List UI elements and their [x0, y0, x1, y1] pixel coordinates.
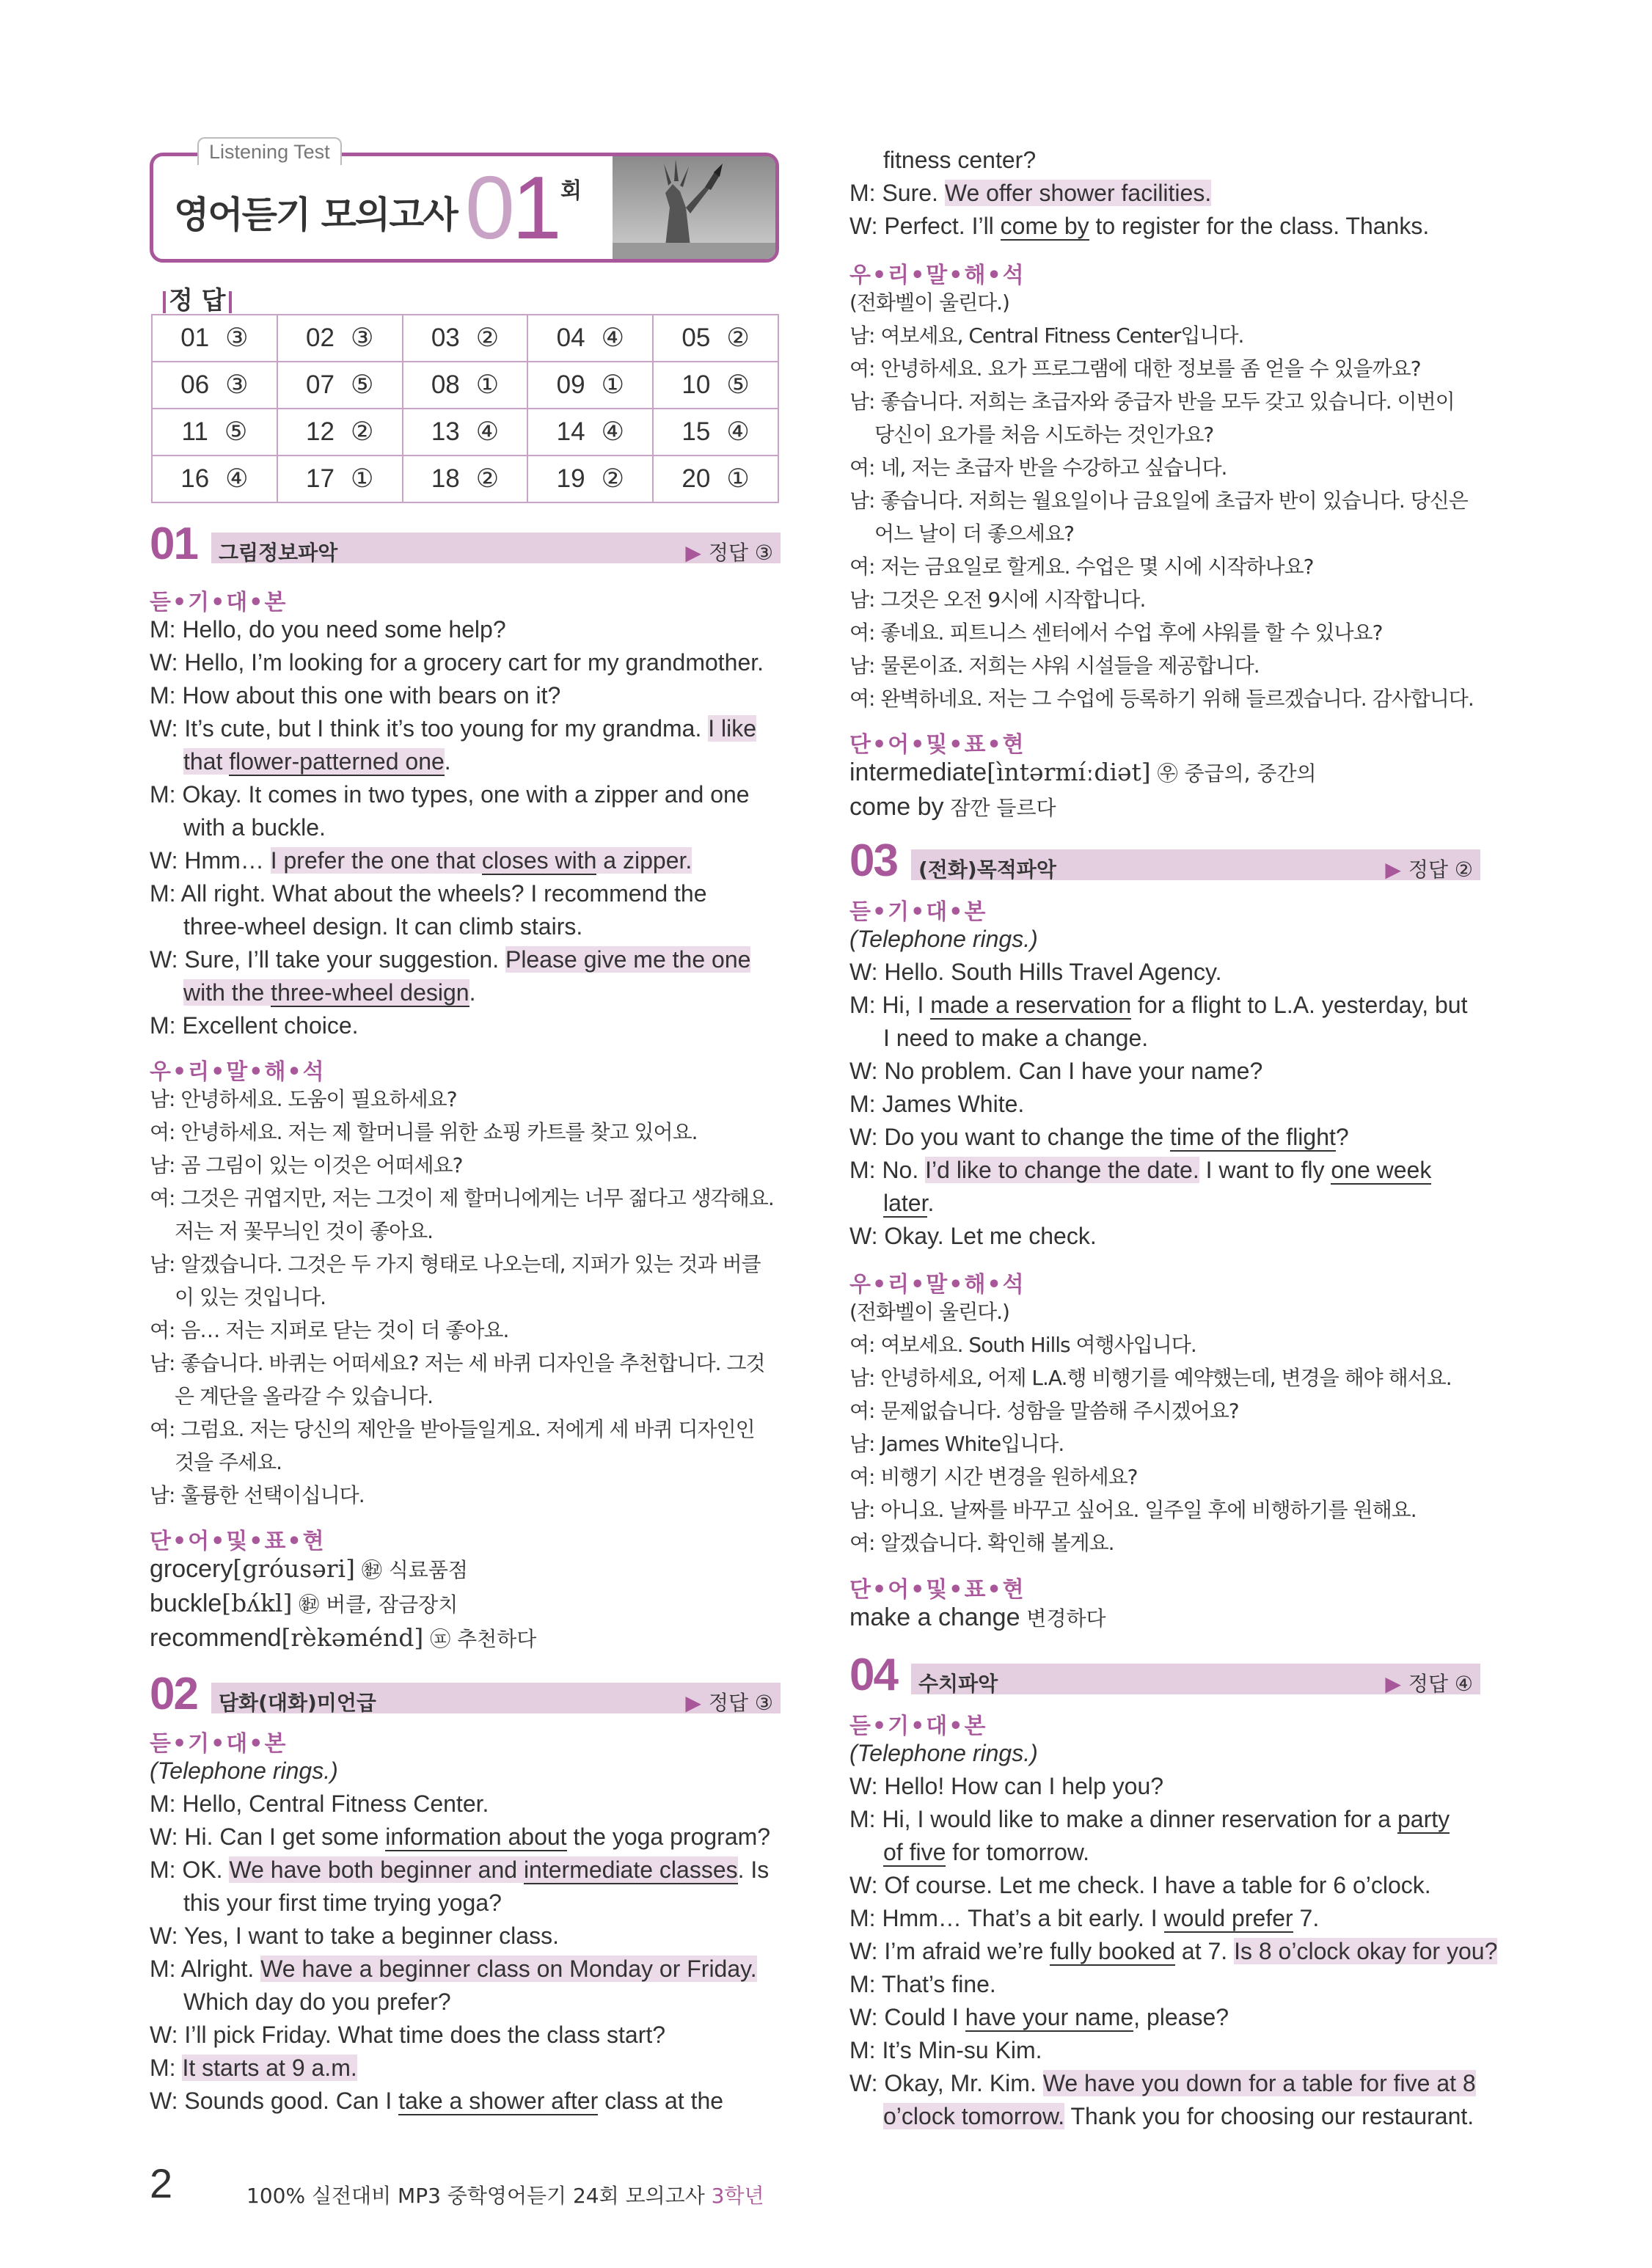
- script-line: W: It’s cute, but I think it’s too young for my grandma. I like: [150, 715, 757, 742]
- vocab-label: 단•어•및•표•현: [849, 732, 1026, 758]
- translation-line: 남: 좋습니다. 저희는 초급자와 중급자 반을 모두 갖고 있습니다. 이번이: [849, 389, 1455, 414]
- script-line: M: Hmm… That’s a bit early. I would prefer 7.: [849, 1905, 1320, 1931]
- script-line: M: Hi, I made a reservation for a flight to L.A. yesterday, but: [849, 992, 1468, 1018]
- translation-line: 어느 날이 더 좋으세요?: [874, 522, 1074, 546]
- script-line: of five for tomorrow.: [883, 1839, 1089, 1865]
- answer-cell: [152, 362, 277, 409]
- question-number: 07: [306, 370, 335, 399]
- translation-line: 남: James White입니다.: [849, 1432, 1064, 1456]
- script-line: M: That’s fine.: [849, 1971, 996, 1997]
- answer-row: [152, 456, 778, 502]
- answer-cell: [152, 315, 277, 362]
- script-label: 듣•기•대•본: [150, 1731, 288, 1757]
- script-line: with the three-wheel design.: [183, 979, 476, 1006]
- script-line: W: I’ll pick Friday. What time does the class start?: [150, 2022, 666, 2048]
- section-02-vocab: [849, 756, 1317, 824]
- section-01-script: [150, 613, 781, 1042]
- section-04-script: [849, 1737, 1498, 2133]
- translation-line: (전화벨이 울린다.): [849, 290, 1009, 315]
- answer-cell: [152, 409, 277, 456]
- translation-line: 여: 알겠습니다. 확인해 볼게요.: [849, 1531, 1114, 1555]
- script-line: W: Sounds good. Can I take a shower after class at the: [150, 2088, 724, 2114]
- translation-line: 것을 주세요.: [175, 1450, 282, 1474]
- play-triangle-icon: ▶: [1385, 857, 1401, 882]
- script-line: W: I’m afraid we’re fully booked at 7. Is 8 o’clock okay for you?: [849, 1938, 1498, 1964]
- script-line: M: Excellent choice.: [150, 1012, 359, 1039]
- section-answer: ▶ 정답 ②: [1385, 857, 1473, 882]
- footer-title: 100% 실전대비 MP3 중학영어듣기 24회 모의고사 3학년: [246, 2184, 764, 2208]
- script-line: W: Hmm… I prefer the one that closes with a zipper.: [150, 847, 692, 874]
- vocab-label: 단•어•및•표•현: [150, 1529, 326, 1554]
- script-line: this your first time trying yoga?: [183, 1890, 502, 1916]
- answer-cell: [152, 456, 277, 502]
- translation-line: 여: 안녕하세요. 요가 프로그램에 대한 정보를 좀 얻을 수 있을까요?: [849, 356, 1421, 381]
- answer-choice: ⑤: [224, 417, 248, 446]
- script-label: 듣•기•대•본: [150, 590, 288, 615]
- section-topic: 담화(대화)미언급: [219, 1691, 376, 1715]
- script-line: W: Of course. Let me check. I have a table for 6 o’clock.: [849, 1872, 1431, 1898]
- script-line: M: Okay. It comes in two types, one with a zipper and one: [150, 781, 750, 808]
- question-number: 10: [681, 370, 711, 399]
- section-03-script: [849, 923, 1480, 1253]
- test-number: [465, 160, 559, 255]
- translation-line: 남: 좋습니다. 바퀴는 어떠세요? 저는 세 바퀴 디자인을 추천합니다. 그것: [150, 1351, 765, 1375]
- test-suffix: 회: [560, 178, 582, 204]
- answer-cell: [527, 315, 653, 362]
- question-number: 04: [556, 323, 585, 352]
- translation-line: 여: 여보세요. South Hills 여행사입니다.: [849, 1333, 1196, 1357]
- answer-choice: ②: [601, 464, 624, 493]
- section-02-script-continued: [849, 144, 1480, 243]
- answer-cell: [653, 315, 778, 362]
- section-topic: 그림정보파악: [219, 541, 338, 565]
- answer-cell: [527, 409, 653, 456]
- vocab-entry: buckle[bʌ́kl] ㉼ 버클, 잠금장치: [150, 1589, 458, 1617]
- answer-choice: ②: [475, 323, 500, 352]
- answer-choice: ③: [225, 370, 249, 399]
- question-number: 13: [431, 417, 460, 446]
- translation-line: 이 있는 것입니다.: [175, 1285, 326, 1309]
- answer-choice: ④: [225, 464, 249, 493]
- section-02-translation: [849, 286, 1480, 715]
- question-number: 14: [556, 417, 585, 446]
- script-line: three-wheel design. It can climb stairs.: [183, 913, 583, 940]
- answer-choice: ⑤: [726, 370, 750, 399]
- answer-choice: ⑤: [350, 370, 374, 399]
- script-line: W: Do you want to change the time of the flight?: [849, 1124, 1349, 1150]
- script-line: that flower-patterned one.: [183, 748, 451, 775]
- section-03-vocab: [849, 1601, 1106, 1635]
- question-number: 01: [180, 323, 210, 352]
- script-line: W: No problem. Can I have your name?: [849, 1058, 1263, 1084]
- question-number: 05: [681, 323, 711, 352]
- answer-choice: ②: [475, 464, 500, 493]
- section-number: 03: [849, 835, 897, 886]
- script-line: M: All right. What about the wheels? I recommend the: [150, 880, 707, 907]
- script-line: W: Perfect. I’ll come by to register for the class. Thanks.: [849, 213, 1430, 239]
- translation-line: 여: 네, 저는 초급자 반을 수강하고 싶습니다.: [849, 456, 1227, 480]
- script-label: 듣•기•대•본: [849, 899, 987, 925]
- translation-line: 남: 그것은 오전 9시에 시작합니다.: [849, 588, 1146, 612]
- translation-line: 여: 좋네요. 피트니스 센터에서 수업 후에 샤워를 할 수 있나요?: [849, 621, 1383, 645]
- answer-cell: [527, 456, 653, 502]
- question-number: 19: [556, 464, 585, 493]
- answer-cell: [277, 409, 403, 456]
- translation-line: 남: 물론이죠. 저희는 샤워 시설들을 제공합니다.: [849, 654, 1260, 678]
- script-line: W: Hello. South Hills Travel Agency.: [849, 959, 1222, 985]
- script-line: W: Hello, I’m looking for a grocery cart for my grandmother.: [150, 649, 764, 676]
- section-answer: ▶ 정답 ④: [1385, 1672, 1473, 1696]
- script-line: W: Hi. Can I get some information about the yoga program?: [150, 1823, 771, 1850]
- answer-cell: [527, 362, 653, 409]
- answer-cell: [653, 456, 778, 502]
- translation-line: 남: 훌륭한 선택이십니다.: [150, 1483, 365, 1507]
- answer-choice: ②: [350, 417, 374, 446]
- answer-label: 정 답: [160, 280, 235, 316]
- section-number: 04: [849, 1650, 897, 1700]
- answer-cell: [653, 409, 778, 456]
- question-number: 16: [180, 464, 210, 493]
- script-line: fitness center?: [883, 147, 1037, 173]
- answer-choice: ②: [726, 323, 750, 352]
- script-line: (Telephone rings.): [849, 926, 1038, 952]
- translation-line: 여: 음… 저는 지퍼로 닫는 것이 더 좋아요.: [150, 1318, 509, 1342]
- play-triangle-icon: ▶: [1385, 1672, 1401, 1696]
- section-01-translation: [150, 1083, 781, 1512]
- script-line: later.: [883, 1190, 935, 1216]
- question-number: 18: [431, 464, 460, 493]
- play-triangle-icon: ▶: [685, 1691, 701, 1715]
- answer-cell: [277, 456, 403, 502]
- vocab-entry: make a change 변경하다: [849, 1603, 1106, 1631]
- translation-label: 우•리•말•해•석: [849, 263, 1026, 288]
- section-answer: ▶ 정답 ③: [685, 1691, 773, 1715]
- section-01-vocab: [150, 1552, 536, 1656]
- section-topic: 수치파악: [918, 1672, 998, 1696]
- answer-cell: [403, 456, 528, 502]
- translation-line: 여: 문제없습니다. 성함을 말씀해 주시겠어요?: [849, 1399, 1239, 1423]
- question-number: 09: [556, 370, 585, 399]
- translation-line: 남: 안녕하세요, 어제 L.A.행 비행기를 예약했는데, 변경을 해야 해서요.: [849, 1366, 1452, 1390]
- translation-line: 여: 그것은 귀엽지만, 저는 그것이 제 할머니에게는 너무 젊다고 생각해요.: [150, 1186, 774, 1210]
- answer-row: [152, 315, 778, 362]
- script-line: W: Yes, I want to take a beginner class.: [150, 1923, 559, 1949]
- translation-line: 남: 아니요. 날짜를 바꾸고 싶어요. 일주일 후에 비행하기를 원해요.: [849, 1498, 1417, 1522]
- vocab-entry: grocery[gróusəri] ㉼ 식료품점: [150, 1554, 468, 1583]
- section-02-header: [150, 1669, 781, 1719]
- answer-choice: ①: [726, 464, 750, 493]
- section-answer: ▶ 정답 ③: [685, 541, 773, 565]
- section-number: 02: [150, 1669, 197, 1719]
- script-line: W: Okay. Let me check.: [849, 1223, 1097, 1249]
- translation-line: 여: 그럼요. 저는 당신의 제안을 받아들일게요. 저에게 세 바퀴 디자인인: [150, 1417, 755, 1441]
- script-line: M: How about this one with bears on it?: [150, 682, 561, 709]
- translation-line: 남: 여보세요, Central Fitness Center입니다.: [849, 323, 1244, 348]
- translation-line: 은 계단을 올라갈 수 있습니다.: [175, 1384, 434, 1408]
- translation-line: 남: 좋습니다. 저희는 월요일이나 금요일에 초급자 반이 있습니다. 당신은: [849, 489, 1468, 513]
- statue-of-liberty-image: [613, 156, 775, 259]
- script-line: M: It’s Min-su Kim.: [849, 2037, 1042, 2063]
- answer-choice: ④: [601, 323, 624, 352]
- play-triangle-icon: ▶: [685, 541, 701, 565]
- answer-choice: ①: [475, 370, 500, 399]
- question-number: 06: [180, 370, 210, 399]
- script-line: W: Could I have your name, please?: [849, 2004, 1229, 2030]
- script-line: (Telephone rings.): [150, 1757, 338, 1784]
- question-number: 02: [306, 323, 335, 352]
- header-tab: Listening Test: [197, 137, 342, 165]
- script-line: M: OK. We have both beginner and intermediate classes. Is: [150, 1857, 770, 1883]
- translation-line: 남: 안녕하세요. 도움이 필요하세요?: [150, 1087, 457, 1111]
- section-number: 01: [150, 519, 197, 569]
- translation-line: (전화벨이 울린다.): [849, 1300, 1009, 1324]
- test-number-text: 01: [465, 158, 559, 257]
- script-line: M: James White.: [849, 1091, 1025, 1117]
- script-line: M: It starts at 9 a.m.: [150, 2055, 357, 2081]
- answer-choice: ④: [601, 417, 624, 446]
- script-line: M: Hello, Central Fitness Center.: [150, 1790, 489, 1817]
- translation-line: 남: 곰 그림이 있는 이것은 어떠세요?: [150, 1153, 463, 1177]
- script-line: I need to make a change.: [883, 1025, 1149, 1051]
- answer-choice: ③: [350, 323, 374, 352]
- translation-line: 여: 완벽하네요. 저는 그 수업에 등록하기 위해 들르겠습니다. 감사합니다.: [849, 687, 1474, 711]
- script-line: W: Okay, Mr. Kim. We have you down for a table for five at 8: [849, 2070, 1476, 2096]
- translation-line: 여: 안녕하세요. 저는 제 할머니를 위한 쇼핑 카트를 찾고 있어요.: [150, 1120, 698, 1144]
- script-line: with a buckle.: [183, 814, 326, 841]
- test-header: [150, 141, 779, 263]
- answer-cell: [277, 362, 403, 409]
- script-line: (Telephone rings.): [849, 1740, 1038, 1766]
- question-number: 20: [681, 464, 711, 493]
- question-number: 11: [181, 417, 208, 446]
- question-number: 03: [431, 323, 460, 352]
- section-02-script: [150, 1755, 781, 2118]
- section-03-header: [849, 835, 1480, 886]
- answer-cell: [277, 315, 403, 362]
- answer-choice: ③: [225, 323, 249, 352]
- answer-cell: [403, 362, 528, 409]
- question-number: 17: [306, 464, 335, 493]
- vocab-entry: intermediate[ìntərmíːdiət] ㉾ 중급의, 중간의: [849, 758, 1317, 786]
- script-label: 듣•기•대•본: [849, 1713, 987, 1739]
- answer-row: [152, 409, 778, 456]
- question-number: 12: [306, 417, 335, 446]
- script-line: M: Hi, I would like to make a dinner reservation for a party: [849, 1806, 1450, 1832]
- translation-line: 여: 저는 금요일로 할게요. 수업은 몇 시에 시작하나요?: [849, 555, 1314, 579]
- vocab-label: 단•어•및•표•현: [849, 1577, 1026, 1603]
- question-number: 15: [681, 417, 711, 446]
- page-number: 2: [150, 2160, 173, 2206]
- question-number: 08: [431, 370, 460, 399]
- section-topic: (전화)목적파악: [918, 857, 1056, 882]
- script-line: Which day do you prefer?: [183, 1989, 451, 2015]
- script-line: o’clock tomorrow. Thank you for choosing our restaurant.: [883, 2103, 1474, 2129]
- vocab-entry: come by 잠깐 들르다: [849, 793, 1056, 821]
- section-04-header: [849, 1650, 1480, 1700]
- answer-choice: ④: [475, 417, 500, 446]
- answer-cell: [403, 409, 528, 456]
- translation-line: 남: 알겠습니다. 그것은 두 가지 형태로 나오는데, 지퍼가 있는 것과 버클: [150, 1252, 761, 1276]
- translation-line: 당신이 요가를 처음 시도하는 것인가요?: [874, 422, 1214, 447]
- section-03-translation: [849, 1295, 1480, 1559]
- script-line: M: Sure. We offer shower facilities.: [849, 180, 1212, 206]
- answer-choice: ①: [601, 370, 624, 399]
- answer-cell: [403, 315, 528, 362]
- section-01-header: [150, 519, 781, 569]
- script-line: M: No. I’d like to change the date. I want to fly one week: [849, 1157, 1432, 1183]
- header-title: 영어듣기 모의고사: [174, 194, 457, 236]
- script-line: W: Hello! How can I help you?: [849, 1773, 1164, 1799]
- vocab-entry: recommend[rèkəménd] ㉬ 추천하다: [150, 1623, 537, 1652]
- translation-line: 저는 저 꽃무늬인 것이 좋아요.: [175, 1219, 434, 1243]
- answer-table: [151, 314, 779, 503]
- script-line: M: Alright. We have a beginner class on Monday or Friday.: [150, 1956, 757, 1982]
- answer-cell: [653, 362, 778, 409]
- translation-label: 우•리•말•해•석: [150, 1059, 326, 1085]
- script-line: M: Hello, do you need some help?: [150, 616, 506, 643]
- answer-choice: ①: [350, 464, 374, 493]
- translation-label: 우•리•말•해•석: [849, 1272, 1026, 1298]
- answer-choice: ④: [726, 417, 750, 446]
- answer-row: [152, 362, 778, 409]
- translation-line: 여: 비행기 시간 변경을 원하세요?: [849, 1465, 1138, 1489]
- script-line: W: Sure, I’ll take your suggestion. Please give me the one: [150, 946, 751, 973]
